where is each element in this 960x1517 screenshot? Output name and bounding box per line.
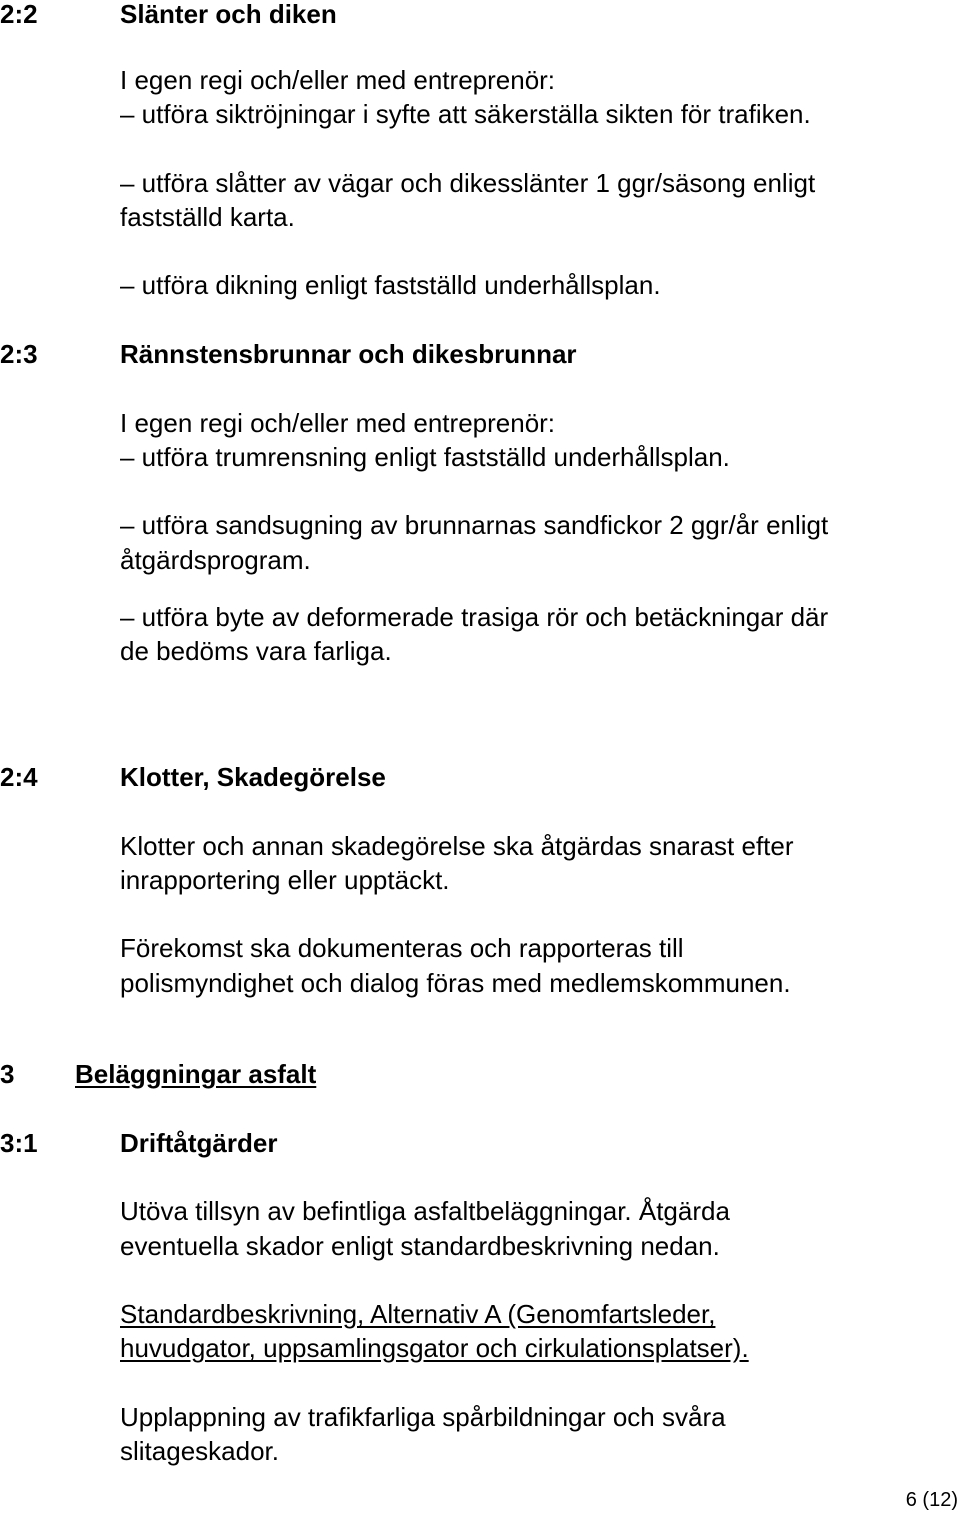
list-item: – utföra trumrensning enligt fastställd underhållsplan. <box>120 442 730 472</box>
paragraph-text: slitageskador. <box>120 1436 279 1466</box>
paragraph-text: polismyndighet och dialog föras med medlemskommunen. <box>120 968 791 998</box>
section-title: Klotter, Skadegörelse <box>120 762 386 792</box>
section-number: 2:4 <box>0 762 38 792</box>
section-number: 2:2 <box>0 0 38 29</box>
standard-description-heading: Standardbeskrivning, Alternativ A (Genomfartsleder, <box>120 1299 716 1329</box>
list-item: – utföra slåtter av vägar och dikesslänter 1 ggr/säsong enligt <box>120 168 816 198</box>
paragraph-text: Utöva tillsyn av befintliga asfaltbeläggningar. Åtgärda <box>120 1196 730 1226</box>
intro-text: I egen regi och/eller med entreprenör: <box>120 408 556 438</box>
list-item: – utföra dikning enligt fastställd underhållsplan. <box>120 270 661 300</box>
list-item-continuation: de bedöms vara farliga. <box>120 636 392 666</box>
page-number: 6 (12) <box>905 1489 958 1511</box>
list-item: – utföra byte av deformerade trasiga rör och betäckningar där <box>120 602 829 632</box>
paragraph-text: Upplappning av trafikfarliga spårbildningar och svåra <box>120 1402 726 1432</box>
section-number: 3:1 <box>0 1128 38 1158</box>
paragraph-text: Förekomst ska dokumenteras och rapporteras till <box>120 933 684 963</box>
paragraph-text: Klotter och annan skadegörelse ska åtgärdas snarast efter <box>120 831 794 861</box>
intro-text: I egen regi och/eller med entreprenör: <box>120 65 556 95</box>
section-title: Rännstensbrunnar och dikesbrunnar <box>120 339 577 369</box>
list-item: – utföra sandsugning av brunnarnas sandfickor 2 ggr/år enligt <box>120 510 829 540</box>
list-item: – utföra siktröjningar i syfte att säkerställa sikten för trafiken. <box>120 99 811 129</box>
section-title: Driftåtgärder <box>120 1128 278 1158</box>
paragraph-text: eventuella skador enligt standardbeskrivning nedan. <box>120 1231 720 1261</box>
section-number: 2:3 <box>0 339 38 369</box>
standard-description-heading: huvudgator, uppsamlingsgator och cirkulationsplatser). <box>120 1333 749 1363</box>
chapter-title: Beläggningar asfalt <box>75 1059 317 1089</box>
paragraph-text: inrapportering eller upptäckt. <box>120 865 450 895</box>
list-item-continuation: åtgärdsprogram. <box>120 545 311 575</box>
chapter-number: 3 <box>0 1059 15 1089</box>
section-title: Slänter och diken <box>120 0 337 29</box>
list-item-continuation: fastställd karta. <box>120 202 295 232</box>
